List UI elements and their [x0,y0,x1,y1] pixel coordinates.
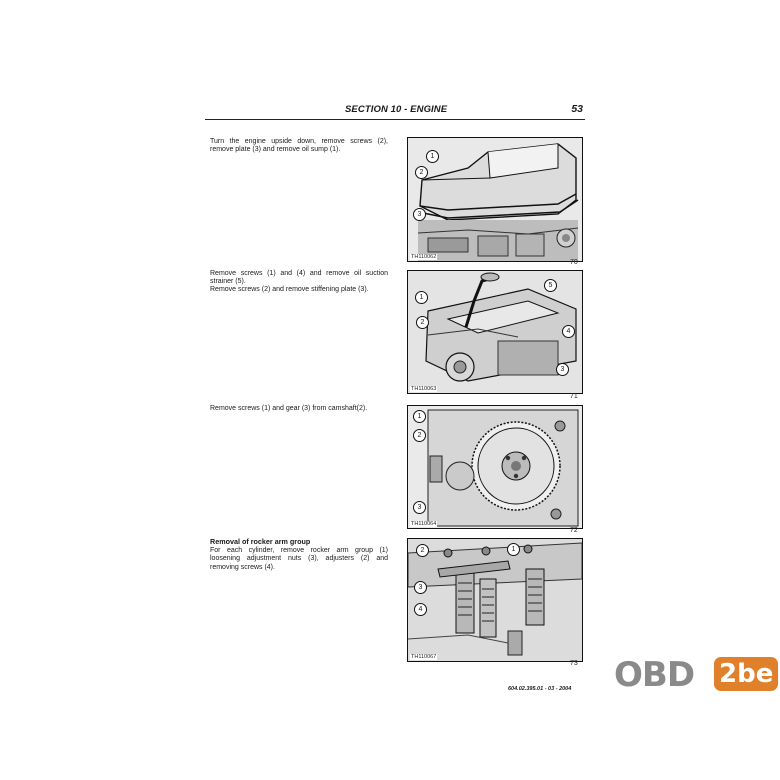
watermark-text-dark: OBD [614,655,695,695]
callout-4: 4 [562,325,575,338]
instruction-paragraph: Remove screws (1) and (4) and remove oil suction strainer (5). [210,270,388,286]
callout-4: 4 [414,603,427,616]
step-text-72 [210,405,388,413]
step-text-71 [210,270,388,295]
figure-73-rocker-arm-group [407,538,583,662]
figure-71-oil-strainer [407,270,583,394]
page-number: 53 [571,103,583,115]
instruction-paragraph: Remove screws (2) and remove stiffening plate (3). [210,286,369,294]
callout-1: 1 [507,543,520,556]
instruction-paragraph: Turn the engine upside down, remove screws (2), remove plate (3) and remove oil sump (1). [210,138,388,154]
rocker-arm-illustration [408,539,582,661]
page-header [205,104,585,120]
callout-1: 1 [415,291,428,304]
section-subheading: Removal of rocker arm group [210,537,311,546]
watermark-text-accent: 2be [714,657,778,691]
callout-2: 2 [416,316,429,329]
step-text-73 [210,538,388,572]
callout-3: 3 [556,363,569,376]
section-title: SECTION 10 - ENGINE [345,104,448,115]
figure-72-camshaft-gear [407,405,583,529]
callout-3: 3 [413,501,426,514]
figure-code: TH110062 [411,254,437,260]
callout-2: 2 [413,429,426,442]
camshaft-gear-illustration [408,406,582,528]
figure-code: TH110063 [411,386,437,392]
instruction-paragraph: Remove screws (1) and gear (3) from camshaft(2). [210,405,368,412]
figure-number: 72 [570,527,578,534]
step-text-70 [210,138,388,154]
obd2be-watermark-logo [614,655,772,695]
figure-70-oil-sump [407,137,583,262]
callout-2: 2 [415,166,428,179]
callout-5: 5 [544,279,557,292]
figure-code: TH110064 [411,521,437,527]
figure-code: TH110067 [411,654,437,660]
instruction-paragraph: For each cylinder, remove rocker arm group (1) loosening adjustment nuts (3), adjusters (2) and removing screws (4). [210,547,388,571]
callout-1: 1 [413,410,426,423]
callout-3: 3 [414,581,427,594]
callout-2: 2 [416,544,429,557]
figure-number: 73 [570,660,578,667]
document-reference: 604.02.395.01 - 03 - 2004 [508,686,572,692]
callout-3: 3 [413,208,426,221]
figure-number: 71 [570,393,578,400]
figure-number: 70 [570,259,578,266]
oil-strainer-illustration [408,271,582,393]
callout-1: 1 [426,150,439,163]
